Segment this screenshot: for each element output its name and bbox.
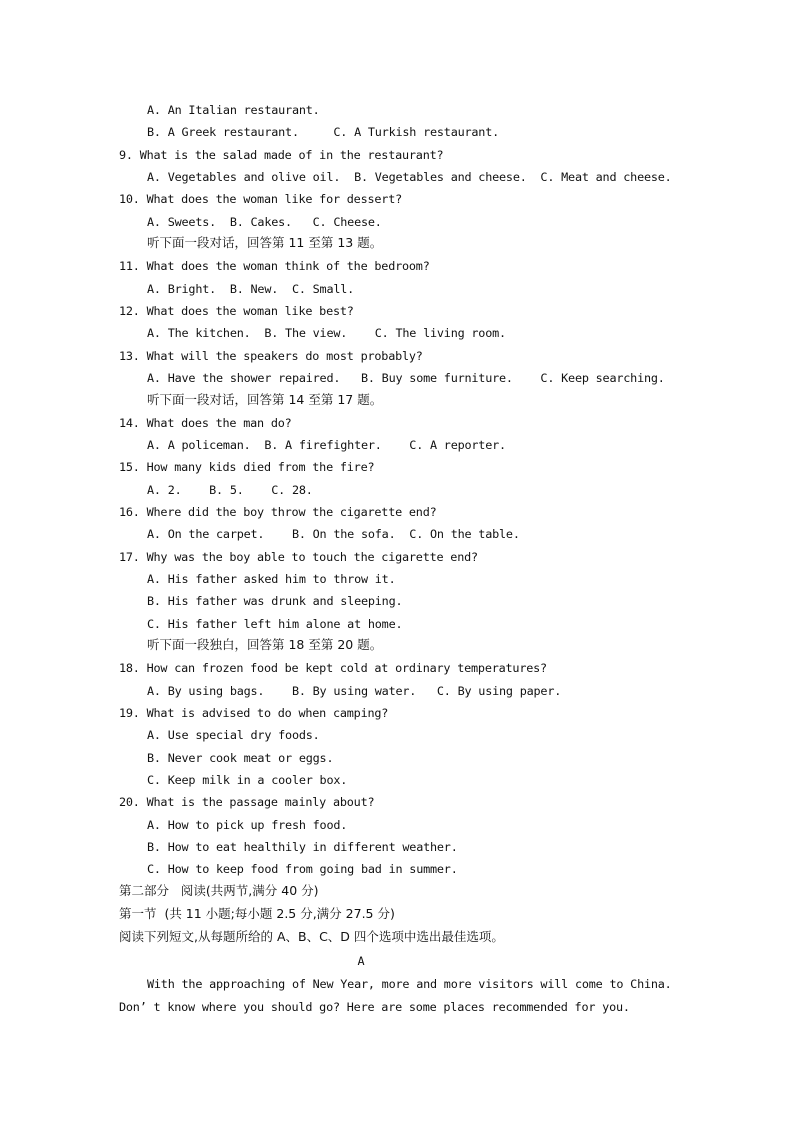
option-line: B. Never cook meat or eggs. xyxy=(147,751,334,765)
option-line: C. How to keep food from going bad in summer. xyxy=(147,862,458,876)
question-line: 16. Where did the boy throw the cigarette end? xyxy=(119,505,437,519)
option-line: A. Sweets. B. Cakes. C. Cheese. xyxy=(147,215,382,229)
option-line: C. His father left him alone at home. xyxy=(147,617,403,631)
question-line: 20. What is the passage mainly about? xyxy=(119,795,375,809)
option-line: A. 2. B. 5. C. 28. xyxy=(147,483,313,497)
option-line: A. An Italian restaurant. xyxy=(147,103,320,117)
option-line: A. How to pick up fresh food. xyxy=(147,818,348,832)
question-line: 11. What does the woman think of the bedroom? xyxy=(119,259,430,273)
passage-text: With the approaching of New Year, more and more visitors will come to China. xyxy=(147,977,672,991)
question-line: 19. What is advised to do when camping? xyxy=(119,706,389,720)
option-line: C. Keep milk in a cooler box. xyxy=(147,773,348,787)
reading-instruction: 阅读下列短文,从每题所给的 A、B、C、D 四个选项中选出最佳选项。 xyxy=(119,929,504,944)
option-line: A. A policeman. B. A firefighter. C. A reporter. xyxy=(147,438,506,452)
question-line: 12. What does the woman like best? xyxy=(119,304,354,318)
passage-text: Don’ t know where you should go? Here are some places recommended for you. xyxy=(119,1000,630,1014)
option-line: B. A Greek restaurant. C. A Turkish restaurant. xyxy=(147,125,500,139)
section-instruction: 听下面一段对话，回答第 11 至第 13 题。 xyxy=(147,235,383,250)
question-line: 17. Why was the boy able to touch the cigarette end? xyxy=(119,550,478,564)
section-instruction: 听下面一段独白，回答第 18 至第 20 题。 xyxy=(147,637,383,652)
section-instruction: 听下面一段对话，回答第 14 至第 17 题。 xyxy=(147,392,383,407)
option-line: A. His father asked him to throw it. xyxy=(147,572,396,586)
question-line: 15. How many kids died from the fire? xyxy=(119,460,375,474)
option-line: A. Bright. B. New. C. Small. xyxy=(147,282,355,296)
question-line: 18. How can frozen food be kept cold at ordinary temperatures? xyxy=(119,661,547,675)
part-heading: 第二部分 阅读(共两节,满分 40 分) xyxy=(119,883,319,898)
question-line: 10. What does the woman like for dessert? xyxy=(119,192,402,206)
option-line: A. On the carpet. B. On the sofa. C. On the table. xyxy=(147,527,520,541)
option-line: A. Have the shower repaired. B. Buy some furniture. C. Keep searching. xyxy=(147,371,665,385)
question-line: 13. What will the speakers do most probably? xyxy=(119,349,423,363)
section-heading: 第一节 (共 11 小题;每小题 2.5 分,满分 27.5 分) xyxy=(119,906,395,921)
option-line: B. How to eat healthily in different weather. xyxy=(147,840,458,854)
option-line: A. Vegetables and olive oil. B. Vegetables and cheese. C. Meat and cheese. xyxy=(147,170,672,184)
option-line: A. The kitchen. B. The view. C. The living room. xyxy=(147,326,506,340)
option-line: B. His father was drunk and sleeping. xyxy=(147,594,403,608)
option-line: A. By using bags. B. By using water. C. By using paper. xyxy=(147,684,562,698)
option-line: A. Use special dry foods. xyxy=(147,728,320,742)
question-line: 9. What is the salad made of in the restaurant? xyxy=(119,148,444,162)
passage-label: A xyxy=(357,954,365,968)
question-line: 14. What does the man do? xyxy=(119,416,292,430)
